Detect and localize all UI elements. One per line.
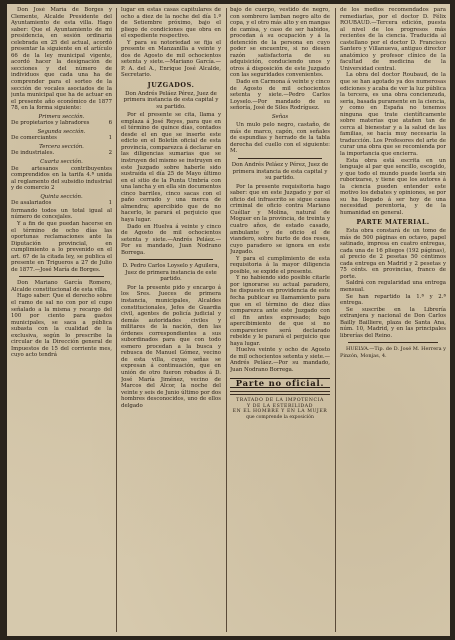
judge-header: D. Pedro Carlos Loyselo y Aguilera, Juez de primera instancia de este partido. <box>122 263 220 283</box>
ad-subtitle: que comprende la exposición <box>246 414 314 420</box>
requisitoria-body: Por la presente requisitoria hago saber: que en este Juzgado y por el oficio del infrascrito se sigue causa criminal de oficio contra Mariano Cuéllar y Molina, natural de Moguer en la provincia, de treinta y cuatro años, de estado casado, ambulante y de oficio el de viandero, sobre hurto de dos reses, cuyo paradero se ignora en este Juzgado. <box>230 183 330 256</box>
parte-material-heading: PARTE MATERIAL. <box>356 218 430 226</box>
column-rule <box>335 8 336 632</box>
summons-body: Por el presente se cita, llama y emplaza á José Reyes, para que en el término de quince días, contados desde el en que se inserte este edicto en el Boletín oficial de esta provincia, comparezca á declarar en las diligencias sumarias que se instruyen del mismo se instruyen en este Juzgado sobre haberle sido sustraída el día 25 de Mayo último en el sitio de la Punta Umbría con una lancha y en ella sin documentos cinco barriles, cinco sacas con el paño cerrado y una merca de almendra; apercibido que de no hacerlo, le parará el perjuicio que haya lugar. <box>121 112 221 223</box>
requisition-body: Por la presente pido y encargo á los Sres. Jueces de primera instancia, municipales, Alcaldes constitucionales, Jefes de Guardia civil, agentes de policía judicial y demás autoridades civiles y militares de la nación, den las órdenes correspondientes a sus subordinados para que con todo esmero procedan a la busca y rebusca de Manuel Gómez, vecino de esta villa, cuyas señas se expresan á continuación, que en unión de otro fueron robados á D. José María Jiménez, vecino de Marcos del Alcor, la noche del veinte y seis de Junio último por dos hombres desconocidos, uno de ellos delgado <box>121 284 221 409</box>
column-3 <box>230 7 330 635</box>
section-name: De propietarios y labradores <box>11 120 90 127</box>
ad-body: Se suscribe en la Librería extranjera y nacional de Don Carlos Bailly Bailliere, plaza de Santa Ana, núm. 10, Madrid, y en las principales librerías del Reino. <box>340 306 446 339</box>
requisition-continuation: bajo de cuerpo, vestido de negro, con sombrero lamban negro alto de copa, y el otro más alto y en mangas de camisa, y caso de ser habidos, procedan á su ocupación y á la detención de la persona en cuyo poder se encuentre, si no diesen razón satisfactoria de su adquisición, conduciendo unos y otros á disposición de este Juzgado con las seguridades convenientes. <box>230 7 330 79</box>
section-name: De comerciantes <box>11 135 57 142</box>
section-count: 1 <box>108 135 112 142</box>
section-title: Segunda sección. <box>37 128 86 135</box>
column-2 <box>121 7 221 635</box>
section-title: Cuarta sección. <box>40 159 83 166</box>
ad-title: EN EL HOMBRE Y EN LA MUJER <box>232 409 328 415</box>
divider <box>19 276 104 277</box>
ad-title: TRATADO DE LA IMPOTENCIA <box>236 398 324 404</box>
section-title: Primera sección. <box>38 113 85 120</box>
section-row <box>11 120 112 127</box>
divider <box>129 259 213 260</box>
ad-body: Saldrá con regularidad una entrega mensual. <box>340 280 446 293</box>
newspaper-page <box>7 4 450 636</box>
section-row <box>11 200 112 207</box>
double-rule <box>230 391 330 395</box>
ad-body: Esta obra constará de un tomo de más de 500 páginas en octavo, papel satinado, impresa en cuatro entregas, cada una de 16 pliegos (192 páginas), al precio de 2 pesetas 50 céntimos cada entrega en Madrid y 2 pesetas y 75 cénts. en provincias, franco de porte. <box>340 228 446 280</box>
divider <box>238 158 322 159</box>
requisitoria-body: Y no habiendo sido posible citarle por ignorarse su actual paradero, he dispuesto en providencia de este fecha publicar su llamamiento para que en el término de diez días comparezca ante este Juzgado con el fin antes expresado; bajo apercibimiento de que si no compareciere será declarado rebelde y le parará el perjuicio que haya lugar. <box>230 275 330 347</box>
divider <box>348 342 438 343</box>
column-1 <box>11 7 112 635</box>
parte-no-oficial-banner: Parte no oficial. <box>230 378 330 389</box>
decree-intro: Don José María de Borges y Clemente, Alcalde Presidente del Ayuntamiento de esta villa. Hago saber: Que el Ayuntamiento de mi presidencia, en sesión ordinaria celebrada en 25 del actual, acordó presentar la siguiente en el artículo 66 de la ley municipal vigente, acordó hacer la designación de secciones y del número de individuos que cada una ha de comprender para el sorteo de la sección de vocales asociados de la junta municipal que ha de actuar en el presente año económico de 1877 78, en la forma siguiente: <box>11 7 112 112</box>
section-name: De asalariados <box>11 200 52 207</box>
requisitoria-closing: Huelva veinte y ocho de Agosto de mil ochocientos setenta y siete.—Andrés Peláez.—Por su mandado, Juan Nodrano Borrega. <box>230 347 330 373</box>
decree-total: formando todos un total igual al número de concejales. <box>11 207 112 221</box>
summons-closing: Dado en Huelva á veinte y cinco de Agosto de mil ochocientos setenta y siete.—Andrés Peláez.—Por su mandado, Juan Nodrano Borrega. <box>121 223 221 256</box>
column-4 <box>340 7 446 635</box>
ad-title: Y DE LA ESTERILIDAD <box>247 403 313 409</box>
requisitoria-body: Y para el cumplimiento de esta requisitoria á la mayor diligencia posible, se expide el presente. <box>230 255 330 275</box>
ad-body: Esta obra está escrita en un lenguaje al par que sencillo, escogido, y que todo el mundo puede leerla sin ruborizarse, y tiene que los autores á la ciencia pueden entender este motivo los debates y opiniones, se por su ha llegado á ser hoy de una necesidad perentoria, y de la humanidad en general. <box>340 157 446 216</box>
judge-header: Don Andrés Peláez y Pérez, Juez de primera instancia de esta capital y su partido. <box>231 162 329 182</box>
section-name: De industriales. <box>11 150 55 157</box>
notice-body: Hago saber: Que el derecho sobre el ramo de sal no con por el cupo señalado a la misma y recargo del 100 por ciento para gastos municipales, se saca a pública subasta con la cualidad de la exclusiva, según lo prescribe la circular de la Dirección general de Impuestos de 15 del corriente mes, cuyo acto tendrá <box>11 293 112 359</box>
column-rule <box>226 8 227 632</box>
section-title: Quinta sección. <box>40 193 83 200</box>
senas-description: Un mulo pelo negro, castaño, de más de marco, capón, con señales de espundias y herrado de la tabla derecha del cuello con el siguiente: M. <box>230 122 330 155</box>
column-rule <box>116 8 117 632</box>
ad-body: de los medios recomendados para remediarlas, por el doctor D. Félix ROUBAUD.—Tercera edición, puesta al nivel de los progresos más recientes de la ciencia. Traducida al castellano por el doctor D. Francisco Santero y Villanueva, antiguo director anatómico y profesor clínico de la facultad de medicina de la Universidad central. <box>340 7 446 72</box>
section-row <box>11 150 112 157</box>
section-heading-juzgados: JUZGADOS. <box>147 81 195 90</box>
printer-imprint: HUELVA.—Tip. de D. José M. Herrera y Pinzón, Monjas, 4. <box>340 346 446 359</box>
section-name: De artesanos contribuyentes comprendidos en la tarifa 4.ª unida al reglamento del subsidio industrial y de comercio 2 <box>11 165 112 192</box>
ad-body: La obra del doctor Roubaud, de la que se han agotado ya dos numerosas ediciones y acaba de ver la luz pública la tercera, es una obra concienzuda, seria, basada puramente en la ciencia, y como en España no tenemos ninguna que trate científicamente sobre materias que atañen tan de cerca al bienestar y a la salud de las familias, se hacía muy necesaria la traducción. Los Profesores del arte de curar una obra que se recomienda por la importancia que encierra. <box>340 72 446 158</box>
ad-body: Se han repartido la 1.ª y 2.ª entrega. <box>340 293 446 307</box>
section-count: 2 <box>50 185 55 192</box>
section-row <box>11 135 112 142</box>
notice-closing: Y para su notoriedad se fija el presente en Manzanilla a veinte y dos de Agosto de mil ochocientos setenta y siete.—Mariano García.—P. A. del A., Enrique José Alcalde, Secretario. <box>121 39 221 79</box>
decree-closing: Y a fin de que puedan hacerse en el término de ocho días las oportunas reclamaciones ante la Diputación provincial, en cumplimiento a lo prevenido en el art. 67 de la citada ley, se publica el presente en Trigueros a 27 de Julio de 1877.—José María de Borges. <box>11 220 112 273</box>
judge-header: Don Andrés Peláez Pérez, Juez de primera instancia de esta capital y su partido. <box>123 90 219 110</box>
section-count: 6 <box>108 120 112 127</box>
senas-heading: Señas <box>271 113 289 120</box>
section-count: 1 <box>108 200 112 207</box>
notice-signatory: Don Mariano García Romero, Alcalde constitucional de esta villa. <box>11 280 112 293</box>
section-count: 2 <box>108 150 112 157</box>
notice-continuation: lugar en estas casas capitulares de ocho a diez de la noche del día 1.º de Setiembre próximo, bajo el pliego de condiciones que obra en el expediente respectivo. <box>121 7 221 40</box>
section-title: Tercera sección. <box>39 143 84 150</box>
requisition-closing: Dado en Carmona á veinte y cinco de Agosto de mil ochocientos setenta y siete.—Pedro Carlos Loyselo.—Por mandado de su señoría, José de Siles Rodríguez. <box>230 79 330 112</box>
